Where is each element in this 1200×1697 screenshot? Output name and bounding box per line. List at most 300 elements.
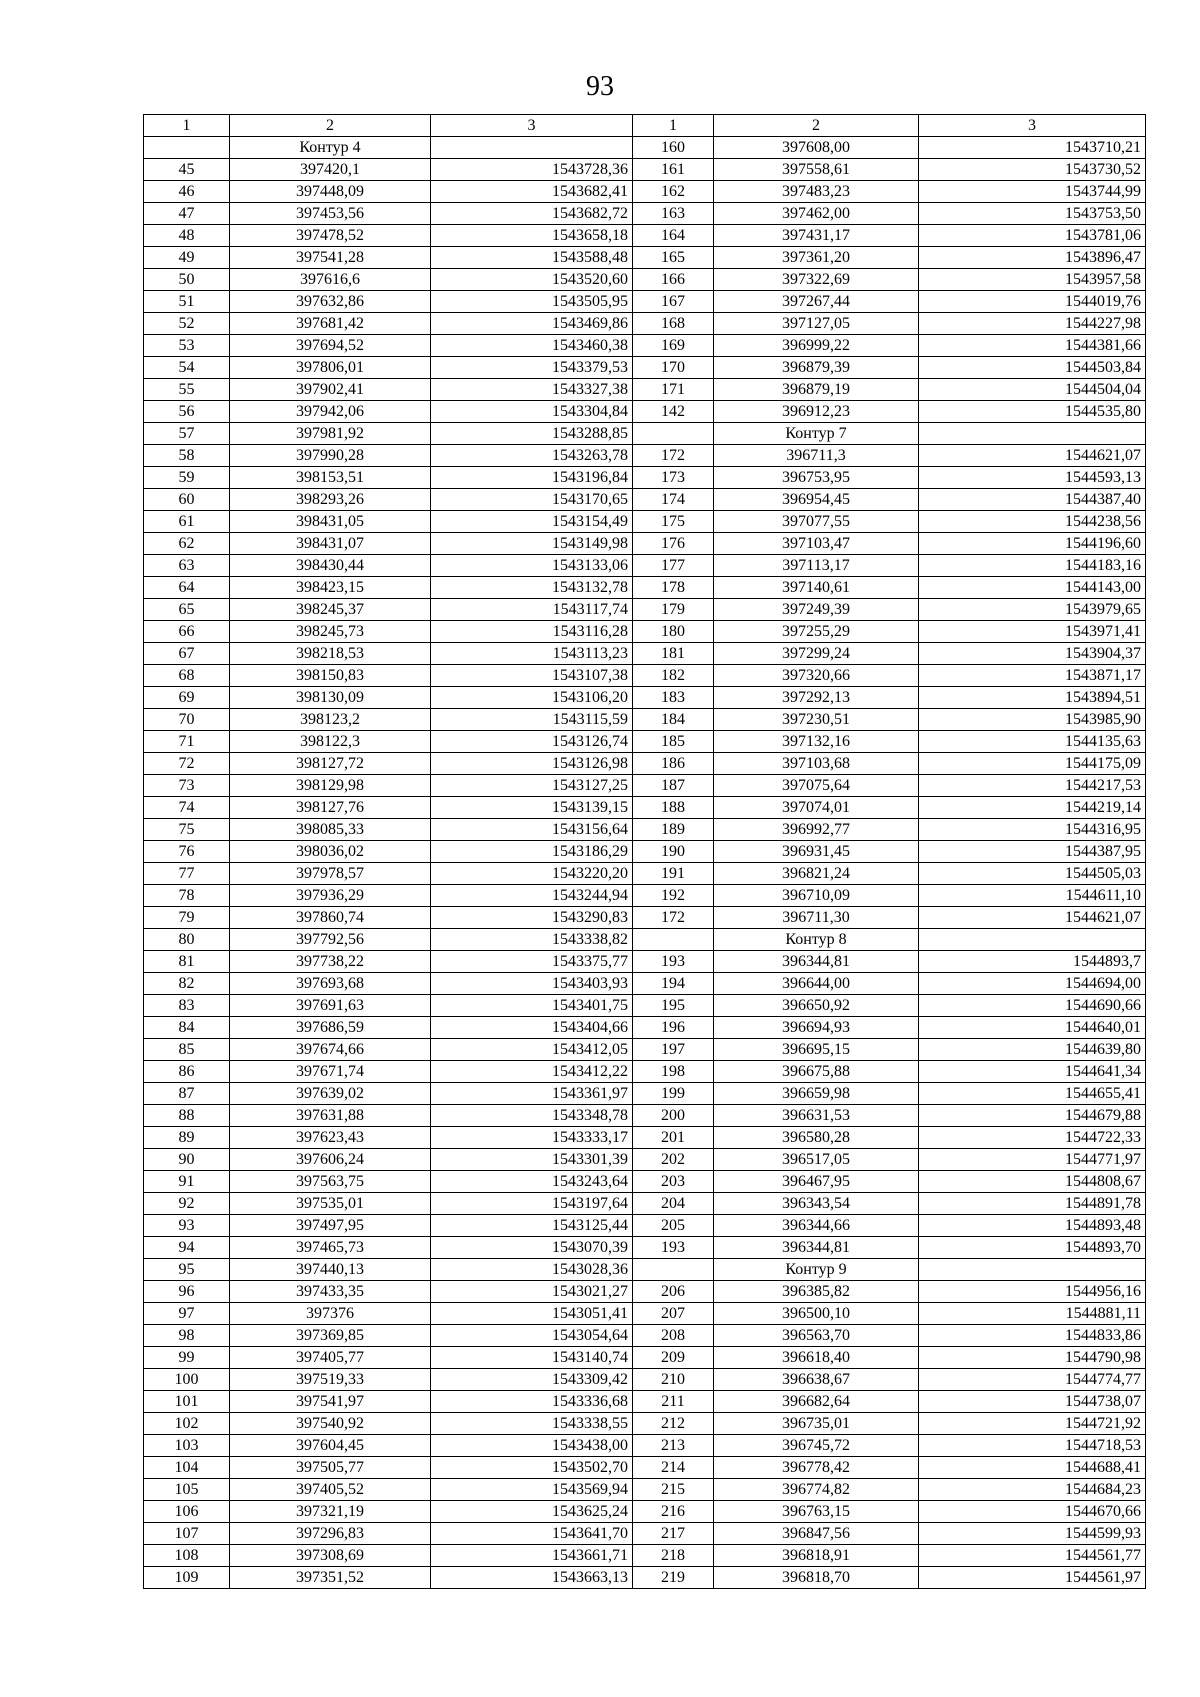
point-number-right: 211 <box>633 1391 714 1413</box>
x-coordinate-right: 397103,68 <box>714 753 919 775</box>
point-number-right: 196 <box>633 1017 714 1039</box>
y-coordinate-left: 1543505,95 <box>431 291 633 313</box>
x-coordinate-right: 396344,66 <box>714 1215 919 1237</box>
x-coordinate-right: 397075,64 <box>714 775 919 797</box>
y-coordinate-left: 1543401,75 <box>431 995 633 1017</box>
y-coordinate-left <box>431 137 633 159</box>
x-coordinate-right: Контур 7 <box>714 423 919 445</box>
point-number-right: 179 <box>633 599 714 621</box>
point-number-left: 46 <box>144 181 230 203</box>
x-coordinate-left: 397936,29 <box>230 885 431 907</box>
point-number-left: 79 <box>144 907 230 929</box>
table-row <box>144 1105 1146 1127</box>
point-number-right: 219 <box>633 1567 714 1589</box>
y-coordinate-right: 1544621,07 <box>919 907 1146 929</box>
x-coordinate-right: 396847,56 <box>714 1523 919 1545</box>
y-coordinate-right <box>919 423 1146 445</box>
x-coordinate-right: 396517,05 <box>714 1149 919 1171</box>
table-row <box>144 1215 1146 1237</box>
x-coordinate-right: 396711,30 <box>714 907 919 929</box>
y-coordinate-left: 1543116,28 <box>431 621 633 643</box>
point-number-right: 187 <box>633 775 714 797</box>
x-coordinate-right: 396774,82 <box>714 1479 919 1501</box>
x-coordinate-left: 398153,51 <box>230 467 431 489</box>
x-coordinate-right: 397267,44 <box>714 291 919 313</box>
y-coordinate-left: 1543661,71 <box>431 1545 633 1567</box>
point-number-right <box>633 1259 714 1281</box>
x-coordinate-right: 397113,17 <box>714 555 919 577</box>
x-coordinate-left: 398085,33 <box>230 819 431 841</box>
point-number-left: 67 <box>144 643 230 665</box>
y-coordinate-left: 1543170,65 <box>431 489 633 511</box>
x-coordinate-left: 398122,3 <box>230 731 431 753</box>
point-number-left: 98 <box>144 1325 230 1347</box>
x-coordinate-left: 398423,15 <box>230 577 431 599</box>
point-number-left: 92 <box>144 1193 230 1215</box>
x-coordinate-left: 397541,28 <box>230 247 431 269</box>
header-col3-left: 3 <box>431 115 633 137</box>
point-number-right: 207 <box>633 1303 714 1325</box>
y-coordinate-right: 1543894,51 <box>919 687 1146 709</box>
point-number-left: 60 <box>144 489 230 511</box>
point-number-right: 184 <box>633 709 714 731</box>
x-coordinate-right: 396343,54 <box>714 1193 919 1215</box>
y-coordinate-right: 1544387,95 <box>919 841 1146 863</box>
point-number-left: 80 <box>144 929 230 951</box>
table-row <box>144 1039 1146 1061</box>
y-coordinate-right: 1544738,07 <box>919 1391 1146 1413</box>
point-number-left: 62 <box>144 533 230 555</box>
y-coordinate-left: 1543333,17 <box>431 1127 633 1149</box>
point-number-right: 162 <box>633 181 714 203</box>
y-coordinate-right <box>919 929 1146 951</box>
y-coordinate-left: 1543126,98 <box>431 753 633 775</box>
point-number-left: 56 <box>144 401 230 423</box>
point-number-right: 176 <box>633 533 714 555</box>
point-number-right: 208 <box>633 1325 714 1347</box>
y-coordinate-left: 1543569,94 <box>431 1479 633 1501</box>
point-number-right: 209 <box>633 1347 714 1369</box>
point-number-right: 212 <box>633 1413 714 1435</box>
point-number-left: 103 <box>144 1435 230 1457</box>
y-coordinate-left: 1543106,20 <box>431 687 633 709</box>
y-coordinate-left: 1543149,98 <box>431 533 633 555</box>
y-coordinate-left: 1543051,41 <box>431 1303 633 1325</box>
y-coordinate-right: 1544718,53 <box>919 1435 1146 1457</box>
point-number-right: 164 <box>633 225 714 247</box>
x-coordinate-left: 397632,86 <box>230 291 431 313</box>
y-coordinate-right: 1544694,00 <box>919 973 1146 995</box>
y-coordinate-right: 1544893,7 <box>919 951 1146 973</box>
y-coordinate-right: 1544504,04 <box>919 379 1146 401</box>
y-coordinate-right: 1543871,17 <box>919 665 1146 687</box>
y-coordinate-right: 1544561,77 <box>919 1545 1146 1567</box>
point-number-right: 183 <box>633 687 714 709</box>
y-coordinate-left: 1543127,25 <box>431 775 633 797</box>
x-coordinate-right: 396745,72 <box>714 1435 919 1457</box>
x-coordinate-left: 397563,75 <box>230 1171 431 1193</box>
y-coordinate-left: 1543133,06 <box>431 555 633 577</box>
point-number-left: 74 <box>144 797 230 819</box>
y-coordinate-left: 1543244,94 <box>431 885 633 907</box>
table-row <box>144 313 1146 335</box>
x-coordinate-left: 397505,77 <box>230 1457 431 1479</box>
point-number-right: 168 <box>633 313 714 335</box>
x-coordinate-right: 396778,42 <box>714 1457 919 1479</box>
point-number-right: 206 <box>633 1281 714 1303</box>
x-coordinate-left: 398127,76 <box>230 797 431 819</box>
header-col2-right: 2 <box>714 115 919 137</box>
table-row <box>144 1347 1146 1369</box>
y-coordinate-right: 1543971,41 <box>919 621 1146 643</box>
table-row <box>144 181 1146 203</box>
table-row <box>144 973 1146 995</box>
y-coordinate-right: 1544639,80 <box>919 1039 1146 1061</box>
x-coordinate-left: 397792,56 <box>230 929 431 951</box>
x-coordinate-left: 397693,68 <box>230 973 431 995</box>
point-number-left: 78 <box>144 885 230 907</box>
table-row <box>144 1413 1146 1435</box>
y-coordinate-right: 1544381,66 <box>919 335 1146 357</box>
point-number-right: 199 <box>633 1083 714 1105</box>
table-row <box>144 423 1146 445</box>
point-number-left: 102 <box>144 1413 230 1435</box>
x-coordinate-right: Контур 9 <box>714 1259 919 1281</box>
x-coordinate-left: 397694,52 <box>230 335 431 357</box>
point-number-left: 101 <box>144 1391 230 1413</box>
y-coordinate-right: 1543904,37 <box>919 643 1146 665</box>
y-coordinate-right: 1544019,76 <box>919 291 1146 313</box>
y-coordinate-left: 1543028,36 <box>431 1259 633 1281</box>
y-coordinate-right: 1544316,95 <box>919 819 1146 841</box>
x-coordinate-right: 397074,01 <box>714 797 919 819</box>
point-number-right: 185 <box>633 731 714 753</box>
y-coordinate-right: 1543710,21 <box>919 137 1146 159</box>
y-coordinate-right: 1544722,33 <box>919 1127 1146 1149</box>
y-coordinate-left: 1543126,74 <box>431 731 633 753</box>
point-number-right: 200 <box>633 1105 714 1127</box>
y-coordinate-right: 1544641,34 <box>919 1061 1146 1083</box>
x-coordinate-left: Контур 4 <box>230 137 431 159</box>
point-number-right: 190 <box>633 841 714 863</box>
y-coordinate-right: 1543957,58 <box>919 269 1146 291</box>
y-coordinate-left: 1543412,22 <box>431 1061 633 1083</box>
point-number-left: 58 <box>144 445 230 467</box>
point-number-left: 68 <box>144 665 230 687</box>
y-coordinate-right: 1544611,10 <box>919 885 1146 907</box>
x-coordinate-left: 398218,53 <box>230 643 431 665</box>
table-row <box>144 1567 1146 1589</box>
x-coordinate-left: 397686,59 <box>230 1017 431 1039</box>
table-row <box>144 1369 1146 1391</box>
y-coordinate-left: 1543327,38 <box>431 379 633 401</box>
x-coordinate-left: 397433,35 <box>230 1281 431 1303</box>
point-number-left: 104 <box>144 1457 230 1479</box>
x-coordinate-left: 397902,41 <box>230 379 431 401</box>
x-coordinate-right: 396999,22 <box>714 335 919 357</box>
point-number-right: 189 <box>633 819 714 841</box>
table-row <box>144 1193 1146 1215</box>
x-coordinate-right: 396638,67 <box>714 1369 919 1391</box>
x-coordinate-left: 397978,57 <box>230 863 431 885</box>
y-coordinate-right: 1543896,47 <box>919 247 1146 269</box>
point-number-right: 166 <box>633 269 714 291</box>
x-coordinate-right: 396711,3 <box>714 445 919 467</box>
y-coordinate-right: 1544956,16 <box>919 1281 1146 1303</box>
point-number-left: 76 <box>144 841 230 863</box>
point-number-right <box>633 423 714 445</box>
point-number-right: 177 <box>633 555 714 577</box>
y-coordinate-left: 1543140,74 <box>431 1347 633 1369</box>
point-number-right: 202 <box>633 1149 714 1171</box>
x-coordinate-left: 398123,2 <box>230 709 431 731</box>
point-number-left: 45 <box>144 159 230 181</box>
y-coordinate-left: 1543117,74 <box>431 599 633 621</box>
y-coordinate-right: 1544833,86 <box>919 1325 1146 1347</box>
point-number-left: 106 <box>144 1501 230 1523</box>
y-coordinate-left: 1543520,60 <box>431 269 633 291</box>
x-coordinate-left: 397671,74 <box>230 1061 431 1083</box>
point-number-right: 198 <box>633 1061 714 1083</box>
x-coordinate-left: 398130,09 <box>230 687 431 709</box>
point-number-left: 90 <box>144 1149 230 1171</box>
point-number-right: 203 <box>633 1171 714 1193</box>
y-coordinate-right: 1544721,92 <box>919 1413 1146 1435</box>
y-coordinate-left: 1543070,39 <box>431 1237 633 1259</box>
point-number-left: 96 <box>144 1281 230 1303</box>
x-coordinate-left: 397405,52 <box>230 1479 431 1501</box>
point-number-left: 89 <box>144 1127 230 1149</box>
x-coordinate-right: 396675,88 <box>714 1061 919 1083</box>
point-number-right: 172 <box>633 907 714 929</box>
table-row <box>144 599 1146 621</box>
x-coordinate-right: 397292,13 <box>714 687 919 709</box>
point-number-right: 210 <box>633 1369 714 1391</box>
point-number-left: 81 <box>144 951 230 973</box>
x-coordinate-right: 397483,23 <box>714 181 919 203</box>
point-number-left: 99 <box>144 1347 230 1369</box>
x-coordinate-left: 397616,6 <box>230 269 431 291</box>
table-row <box>144 511 1146 533</box>
point-number-left: 64 <box>144 577 230 599</box>
table-header-row <box>144 115 1146 137</box>
table-row <box>144 1127 1146 1149</box>
y-coordinate-right: 1544640,01 <box>919 1017 1146 1039</box>
table-row <box>144 775 1146 797</box>
point-number-right: 217 <box>633 1523 714 1545</box>
table-row <box>144 665 1146 687</box>
point-number-right: 192 <box>633 885 714 907</box>
x-coordinate-right: 396682,64 <box>714 1391 919 1413</box>
point-number-left: 55 <box>144 379 230 401</box>
y-coordinate-right: 1544175,09 <box>919 753 1146 775</box>
point-number-left: 72 <box>144 753 230 775</box>
x-coordinate-right: 397103,47 <box>714 533 919 555</box>
table-row <box>144 1149 1146 1171</box>
table-row <box>144 577 1146 599</box>
point-number-right: 193 <box>633 1237 714 1259</box>
point-number-left: 88 <box>144 1105 230 1127</box>
point-number-right: 160 <box>633 137 714 159</box>
y-coordinate-right: 1544599,93 <box>919 1523 1146 1545</box>
table-row <box>144 247 1146 269</box>
y-coordinate-left: 1543403,93 <box>431 973 633 995</box>
y-coordinate-left: 1543263,78 <box>431 445 633 467</box>
point-number-right: 194 <box>633 973 714 995</box>
table-row <box>144 137 1146 159</box>
x-coordinate-right: 396344,81 <box>714 1237 919 1259</box>
table-row <box>144 1171 1146 1193</box>
x-coordinate-left: 397540,92 <box>230 1413 431 1435</box>
x-coordinate-left: 397440,13 <box>230 1259 431 1281</box>
x-coordinate-right: 396631,53 <box>714 1105 919 1127</box>
y-coordinate-left: 1543107,38 <box>431 665 633 687</box>
x-coordinate-left: 398430,44 <box>230 555 431 577</box>
y-coordinate-left: 1543197,64 <box>431 1193 633 1215</box>
y-coordinate-left: 1543379,53 <box>431 357 633 379</box>
y-coordinate-right: 1544893,70 <box>919 1237 1146 1259</box>
point-number-left: 73 <box>144 775 230 797</box>
x-coordinate-left: 397535,01 <box>230 1193 431 1215</box>
y-coordinate-right: 1543979,65 <box>919 599 1146 621</box>
y-coordinate-left: 1543348,78 <box>431 1105 633 1127</box>
y-coordinate-left: 1543288,85 <box>431 423 633 445</box>
x-coordinate-left: 397604,45 <box>230 1435 431 1457</box>
y-coordinate-right <box>919 1259 1146 1281</box>
table-row <box>144 159 1146 181</box>
point-number-right: 195 <box>633 995 714 1017</box>
x-coordinate-right: 396650,92 <box>714 995 919 1017</box>
x-coordinate-left: 397981,92 <box>230 423 431 445</box>
y-coordinate-right: 1544387,40 <box>919 489 1146 511</box>
table-row <box>144 929 1146 951</box>
point-number-right: 165 <box>633 247 714 269</box>
y-coordinate-left: 1543132,78 <box>431 577 633 599</box>
point-number-left: 70 <box>144 709 230 731</box>
y-coordinate-left: 1543156,64 <box>431 819 633 841</box>
x-coordinate-left: 397478,52 <box>230 225 431 247</box>
x-coordinate-right: 397249,39 <box>714 599 919 621</box>
table-row <box>144 1259 1146 1281</box>
x-coordinate-left: 398431,05 <box>230 511 431 533</box>
point-number-left: 47 <box>144 203 230 225</box>
y-coordinate-right: 1544670,66 <box>919 1501 1146 1523</box>
y-coordinate-right: 1543985,90 <box>919 709 1146 731</box>
x-coordinate-left: 398036,02 <box>230 841 431 863</box>
table-row <box>144 225 1146 247</box>
table-row <box>144 1017 1146 1039</box>
x-coordinate-right: 396644,00 <box>714 973 919 995</box>
point-number-right: 218 <box>633 1545 714 1567</box>
y-coordinate-left: 1543338,55 <box>431 1413 633 1435</box>
y-coordinate-left: 1543139,15 <box>431 797 633 819</box>
y-coordinate-left: 1543588,48 <box>431 247 633 269</box>
y-coordinate-left: 1543658,18 <box>431 225 633 247</box>
y-coordinate-right: 1544621,07 <box>919 445 1146 467</box>
point-number-right: 178 <box>633 577 714 599</box>
x-coordinate-left: 397351,52 <box>230 1567 431 1589</box>
x-coordinate-left: 397623,43 <box>230 1127 431 1149</box>
y-coordinate-left: 1543682,41 <box>431 181 633 203</box>
y-coordinate-right: 1544891,78 <box>919 1193 1146 1215</box>
x-coordinate-right: 397299,24 <box>714 643 919 665</box>
y-coordinate-left: 1543404,66 <box>431 1017 633 1039</box>
x-coordinate-left: 398127,72 <box>230 753 431 775</box>
point-number-left: 91 <box>144 1171 230 1193</box>
table-row <box>144 1303 1146 1325</box>
y-coordinate-right: 1544561,97 <box>919 1567 1146 1589</box>
point-number-right: 169 <box>633 335 714 357</box>
point-number-right: 171 <box>633 379 714 401</box>
point-number-left: 85 <box>144 1039 230 1061</box>
point-number-left: 50 <box>144 269 230 291</box>
point-number-left: 84 <box>144 1017 230 1039</box>
y-coordinate-right: 1544135,63 <box>919 731 1146 753</box>
table-row <box>144 907 1146 929</box>
table-row <box>144 819 1146 841</box>
table-row <box>144 379 1146 401</box>
table-row <box>144 335 1146 357</box>
point-number-right: 214 <box>633 1457 714 1479</box>
x-coordinate-right: 397230,51 <box>714 709 919 731</box>
point-number-right: 161 <box>633 159 714 181</box>
y-coordinate-right: 1544688,41 <box>919 1457 1146 1479</box>
header-col1-left: 1 <box>144 115 230 137</box>
point-number-left: 95 <box>144 1259 230 1281</box>
point-number-left: 86 <box>144 1061 230 1083</box>
point-number-right: 215 <box>633 1479 714 1501</box>
x-coordinate-right: 396385,82 <box>714 1281 919 1303</box>
y-coordinate-left: 1543309,42 <box>431 1369 633 1391</box>
x-coordinate-left: 397674,66 <box>230 1039 431 1061</box>
x-coordinate-left: 397296,83 <box>230 1523 431 1545</box>
x-coordinate-left: 397420,1 <box>230 159 431 181</box>
y-coordinate-right: 1544593,13 <box>919 467 1146 489</box>
x-coordinate-left: 397639,02 <box>230 1083 431 1105</box>
point-number-right: 216 <box>633 1501 714 1523</box>
y-coordinate-right: 1544505,03 <box>919 863 1146 885</box>
coordinates-table-body <box>144 115 1146 1589</box>
header-col2-left: 2 <box>230 115 431 137</box>
x-coordinate-left: 397606,24 <box>230 1149 431 1171</box>
y-coordinate-left: 1543196,84 <box>431 467 633 489</box>
point-number-left: 107 <box>144 1523 230 1545</box>
y-coordinate-left: 1543682,72 <box>431 203 633 225</box>
header-col1-right: 1 <box>633 115 714 137</box>
y-coordinate-right: 1544893,48 <box>919 1215 1146 1237</box>
point-number-left: 66 <box>144 621 230 643</box>
y-coordinate-right: 1544217,53 <box>919 775 1146 797</box>
x-coordinate-right: 396710,09 <box>714 885 919 907</box>
y-coordinate-right: 1544774,77 <box>919 1369 1146 1391</box>
y-coordinate-right: 1543730,52 <box>919 159 1146 181</box>
point-number-left: 97 <box>144 1303 230 1325</box>
y-coordinate-right: 1543753,50 <box>919 203 1146 225</box>
y-coordinate-right: 1544227,98 <box>919 313 1146 335</box>
x-coordinate-right: 396954,45 <box>714 489 919 511</box>
x-coordinate-right: 396500,10 <box>714 1303 919 1325</box>
table-row <box>144 1545 1146 1567</box>
table-row <box>144 1457 1146 1479</box>
table-row <box>144 753 1146 775</box>
table-row <box>144 1281 1146 1303</box>
x-coordinate-left: 397738,22 <box>230 951 431 973</box>
x-coordinate-left: 398245,73 <box>230 621 431 643</box>
x-coordinate-right: 396818,91 <box>714 1545 919 1567</box>
x-coordinate-right: 397127,05 <box>714 313 919 335</box>
header-col3-right: 3 <box>919 115 1146 137</box>
table-row <box>144 467 1146 489</box>
